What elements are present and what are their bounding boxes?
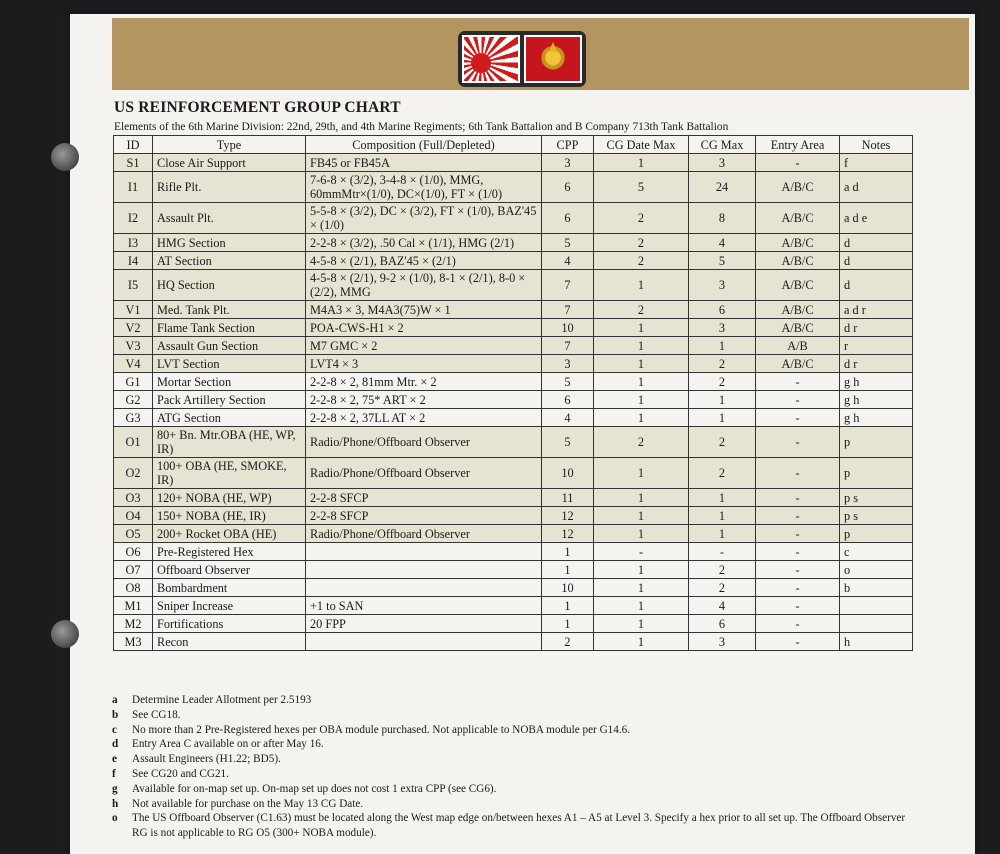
cell-cpp: 12 xyxy=(542,525,594,543)
cell-cpp: 5 xyxy=(542,234,594,252)
cell-date: 1 xyxy=(594,579,689,597)
cell-id: I2 xyxy=(114,203,153,234)
cell-id: O6 xyxy=(114,543,153,561)
cell-max: 2 xyxy=(689,458,756,489)
cell-id: O5 xyxy=(114,525,153,543)
cell-date: 1 xyxy=(594,355,689,373)
cell-type: Mortar Section xyxy=(153,373,306,391)
cell-date: 1 xyxy=(594,373,689,391)
cell-cpp: 7 xyxy=(542,301,594,319)
cell-cpp: 6 xyxy=(542,203,594,234)
cell-max: 1 xyxy=(689,525,756,543)
cell-comp: M7 GMC × 2 xyxy=(306,337,542,355)
cell-comp: 2-2-8 × 2, 75* ART × 2 xyxy=(306,391,542,409)
rising-sun-flag-icon xyxy=(462,35,520,83)
cell-cpp: 4 xyxy=(542,252,594,270)
cell-date: 1 xyxy=(594,597,689,615)
cell-date: 1 xyxy=(594,337,689,355)
cell-entry: - xyxy=(756,615,840,633)
cell-comp: 2-2-8 SFCP xyxy=(306,507,542,525)
cell-cpp: 12 xyxy=(542,507,594,525)
binder-hole-bottom xyxy=(51,620,79,648)
cell-entry: - xyxy=(756,154,840,172)
column-header: Type xyxy=(153,136,306,154)
cell-type: Flame Tank Section xyxy=(153,319,306,337)
cell-cpp: 5 xyxy=(542,427,594,458)
cell-entry: - xyxy=(756,525,840,543)
footnote xyxy=(112,767,922,782)
scenario-logo xyxy=(458,31,586,87)
cell-notes xyxy=(840,615,913,633)
cell-id: I4 xyxy=(114,252,153,270)
footnote xyxy=(112,708,922,723)
column-header: CG Date Max xyxy=(594,136,689,154)
cell-cpp: 6 xyxy=(542,172,594,203)
cell-type: ATG Section xyxy=(153,409,306,427)
cell-entry: A/B/C xyxy=(756,355,840,373)
cell-id: V2 xyxy=(114,319,153,337)
cell-cpp: 1 xyxy=(542,597,594,615)
cell-date: 1 xyxy=(594,391,689,409)
cell-entry: A/B xyxy=(756,337,840,355)
cell-type: HQ Section xyxy=(153,270,306,301)
reinforcement-table xyxy=(113,135,913,651)
cell-notes: d r xyxy=(840,319,913,337)
table-row xyxy=(114,154,913,172)
cell-entry: - xyxy=(756,507,840,525)
cell-type: Pre-Registered Hex xyxy=(153,543,306,561)
cell-comp: 2-2-8 SFCP xyxy=(306,489,542,507)
cell-max: - xyxy=(689,543,756,561)
cell-notes: g h xyxy=(840,373,913,391)
cell-id: G1 xyxy=(114,373,153,391)
cell-entry: - xyxy=(756,543,840,561)
cell-max: 1 xyxy=(689,409,756,427)
cell-type: LVT Section xyxy=(153,355,306,373)
cell-comp: FB45 or FB45A xyxy=(306,154,542,172)
chart-title: US REINFORCEMENT GROUP CHART xyxy=(114,99,401,116)
cell-max: 2 xyxy=(689,579,756,597)
cell-date: - xyxy=(594,543,689,561)
cell-type: Pack Artillery Section xyxy=(153,391,306,409)
cell-id: O1 xyxy=(114,427,153,458)
cell-cpp: 10 xyxy=(542,319,594,337)
cell-type: Offboard Observer xyxy=(153,561,306,579)
cell-comp: 4-5-8 × (2/1), BAZ'45 × (2/1) xyxy=(306,252,542,270)
cell-max: 4 xyxy=(689,597,756,615)
table-row xyxy=(114,597,913,615)
cell-id: I3 xyxy=(114,234,153,252)
cell-date: 1 xyxy=(594,525,689,543)
cell-notes: f xyxy=(840,154,913,172)
column-header: CPP xyxy=(542,136,594,154)
table-row xyxy=(114,579,913,597)
column-header: Notes xyxy=(840,136,913,154)
cell-date: 1 xyxy=(594,154,689,172)
cell-entry: A/B/C xyxy=(756,319,840,337)
cell-entry: - xyxy=(756,597,840,615)
cell-notes: g h xyxy=(840,391,913,409)
cell-id: G2 xyxy=(114,391,153,409)
footnote-text: Assault Engineers (H1.22; BD5). xyxy=(132,753,281,766)
table-row xyxy=(114,633,913,651)
footnote-key: a xyxy=(112,694,118,706)
cell-comp xyxy=(306,561,542,579)
cell-type: 150+ NOBA (HE, IR) xyxy=(153,507,306,525)
column-header: ID xyxy=(114,136,153,154)
cell-id: I1 xyxy=(114,172,153,203)
cell-id: V3 xyxy=(114,337,153,355)
cell-notes: b xyxy=(840,579,913,597)
footnote xyxy=(112,723,922,738)
cell-cpp: 10 xyxy=(542,458,594,489)
cell-max: 1 xyxy=(689,489,756,507)
footnote-key: d xyxy=(112,738,119,751)
binder-hole-top xyxy=(51,143,79,171)
cell-type: Fortifications xyxy=(153,615,306,633)
cell-type: Recon xyxy=(153,633,306,651)
cell-notes: a d xyxy=(840,172,913,203)
cell-type: Med. Tank Plt. xyxy=(153,301,306,319)
cell-max: 1 xyxy=(689,337,756,355)
cell-id: I5 xyxy=(114,270,153,301)
cell-entry: A/B/C xyxy=(756,301,840,319)
cell-max: 6 xyxy=(689,615,756,633)
cell-id: G3 xyxy=(114,409,153,427)
footnote-key: b xyxy=(112,708,119,721)
footnote xyxy=(112,782,922,797)
footnote-key: g xyxy=(112,782,118,795)
table-row xyxy=(114,525,913,543)
footnote-text: Not available for purchase on the May 13 CG Date. xyxy=(132,797,364,810)
cell-max: 2 xyxy=(689,355,756,373)
table-row xyxy=(114,507,913,525)
cell-max: 1 xyxy=(689,507,756,525)
usmc-emblem-icon xyxy=(524,35,582,83)
table-row xyxy=(114,319,913,337)
footnote xyxy=(112,797,922,812)
cell-id: M2 xyxy=(114,615,153,633)
table-row xyxy=(114,337,913,355)
cell-comp: 2-2-8 × 2, 81mm Mtr. × 2 xyxy=(306,373,542,391)
cell-date: 1 xyxy=(594,615,689,633)
footnote-key: h xyxy=(112,797,119,810)
cell-cpp: 10 xyxy=(542,579,594,597)
cell-entry: - xyxy=(756,633,840,651)
cell-entry: A/B/C xyxy=(756,234,840,252)
cell-date: 1 xyxy=(594,561,689,579)
cell-id: V4 xyxy=(114,355,153,373)
footnote xyxy=(112,737,922,752)
cell-notes: c xyxy=(840,543,913,561)
cell-max: 2 xyxy=(689,373,756,391)
footnote xyxy=(112,811,922,841)
cell-notes: o xyxy=(840,561,913,579)
cell-notes: d xyxy=(840,270,913,301)
cell-type: HMG Section xyxy=(153,234,306,252)
cell-comp: LVT4 × 3 xyxy=(306,355,542,373)
table-row xyxy=(114,615,913,633)
cell-id: O7 xyxy=(114,561,153,579)
cell-notes: p xyxy=(840,525,913,543)
cell-date: 1 xyxy=(594,633,689,651)
footnote-text: The US Offboard Observer (C1.63) must be located along the West map edge on/between hexes A1 – A5 at Level 3. Specify a hex prior to all set up. The Offboard Observer RG is not applicable to RG O5 (300+ NOBA module). xyxy=(132,812,906,840)
cell-max: 3 xyxy=(689,633,756,651)
cell-type: AT Section xyxy=(153,252,306,270)
cell-notes: p s xyxy=(840,507,913,525)
cell-cpp: 2 xyxy=(542,633,594,651)
cell-type: Assault Plt. xyxy=(153,203,306,234)
cell-notes: d r xyxy=(840,355,913,373)
table-row xyxy=(114,234,913,252)
column-header: Composition (Full/Depleted) xyxy=(306,136,542,154)
cell-comp: 7-6-8 × (3/2), 3-4-8 × (1/0), MMG, 60mmMtr×(1/0), DC×(1/0), FT × (1/0) xyxy=(306,172,542,203)
cell-max: 4 xyxy=(689,234,756,252)
cell-id: O2 xyxy=(114,458,153,489)
footnote xyxy=(112,752,922,767)
cell-date: 5 xyxy=(594,172,689,203)
cell-id: O8 xyxy=(114,579,153,597)
footnotes xyxy=(112,693,922,841)
cell-date: 2 xyxy=(594,252,689,270)
cell-max: 3 xyxy=(689,270,756,301)
cell-comp: M4A3 × 3, M4A3(75)W × 1 xyxy=(306,301,542,319)
cell-comp: 20 FPP xyxy=(306,615,542,633)
table-row xyxy=(114,391,913,409)
cell-entry: - xyxy=(756,409,840,427)
table-row xyxy=(114,373,913,391)
footnote-text: See CG18. xyxy=(132,708,181,721)
cell-notes: d xyxy=(840,252,913,270)
cell-notes: a d r xyxy=(840,301,913,319)
cell-type: Bombardment xyxy=(153,579,306,597)
cell-date: 1 xyxy=(594,319,689,337)
cell-type: Close Air Support xyxy=(153,154,306,172)
footnote-text: Determine Leader Allotment per 2.5193 xyxy=(132,694,312,706)
cell-cpp: 7 xyxy=(542,337,594,355)
cell-id: S1 xyxy=(114,154,153,172)
footnote-key: c xyxy=(112,723,117,736)
table-row xyxy=(114,561,913,579)
table-row xyxy=(114,427,913,458)
cell-entry: - xyxy=(756,373,840,391)
cell-type: 80+ Bn. Mtr.OBA (HE, WP, IR) xyxy=(153,427,306,458)
cell-notes: p s xyxy=(840,489,913,507)
cell-max: 8 xyxy=(689,203,756,234)
table-row xyxy=(114,252,913,270)
cell-id: M3 xyxy=(114,633,153,651)
footnote-text: See CG20 and CG21. xyxy=(132,767,229,780)
footnote-text: Entry Area C available on or after May 16. xyxy=(132,738,324,751)
cell-type: Assault Gun Section xyxy=(153,337,306,355)
cell-entry: - xyxy=(756,391,840,409)
cell-max: 24 xyxy=(689,172,756,203)
cell-comp xyxy=(306,633,542,651)
cell-entry: A/B/C xyxy=(756,252,840,270)
cell-date: 2 xyxy=(594,234,689,252)
cell-comp: Radio/Phone/Offboard Observer xyxy=(306,427,542,458)
cell-entry: - xyxy=(756,579,840,597)
table-row xyxy=(114,489,913,507)
table-header-row xyxy=(114,136,913,154)
table-row xyxy=(114,458,913,489)
cell-date: 2 xyxy=(594,203,689,234)
table-row xyxy=(114,172,913,203)
cell-max: 2 xyxy=(689,427,756,458)
chart-subtitle: Elements of the 6th Marine Division: 22nd, 29th, and 4th Marine Regiments; 6th Tank Battalion and B Company 713th Tank Battalion xyxy=(114,121,729,133)
cell-date: 1 xyxy=(594,458,689,489)
cell-notes: d xyxy=(840,234,913,252)
cell-comp: Radio/Phone/Offboard Observer xyxy=(306,458,542,489)
cell-max: 5 xyxy=(689,252,756,270)
cell-id: O3 xyxy=(114,489,153,507)
cell-type: 100+ OBA (HE, SMOKE, IR) xyxy=(153,458,306,489)
cell-notes: p xyxy=(840,427,913,458)
column-header: CG Max xyxy=(689,136,756,154)
cell-cpp: 1 xyxy=(542,615,594,633)
cell-entry: A/B/C xyxy=(756,172,840,203)
cell-cpp: 11 xyxy=(542,489,594,507)
cell-type: Sniper Increase xyxy=(153,597,306,615)
cell-max: 3 xyxy=(689,154,756,172)
cell-comp: +1 to SAN xyxy=(306,597,542,615)
table-row xyxy=(114,409,913,427)
cell-date: 2 xyxy=(594,301,689,319)
cell-notes: h xyxy=(840,633,913,651)
cell-max: 1 xyxy=(689,391,756,409)
footnote-key: o xyxy=(112,812,118,825)
cell-cpp: 4 xyxy=(542,409,594,427)
table-row xyxy=(114,355,913,373)
cell-notes xyxy=(840,597,913,615)
cell-entry: - xyxy=(756,489,840,507)
cell-comp xyxy=(306,579,542,597)
cell-entry: - xyxy=(756,561,840,579)
cell-type: 200+ Rocket OBA (HE) xyxy=(153,525,306,543)
cell-entry: A/B/C xyxy=(756,270,840,301)
cell-comp: 2-2-8 × 2, 37LL AT × 2 xyxy=(306,409,542,427)
cell-max: 6 xyxy=(689,301,756,319)
table-row xyxy=(114,543,913,561)
cell-cpp: 1 xyxy=(542,543,594,561)
cell-max: 3 xyxy=(689,319,756,337)
column-header: Entry Area xyxy=(756,136,840,154)
cell-cpp: 3 xyxy=(542,355,594,373)
cell-cpp: 6 xyxy=(542,391,594,409)
cell-entry: A/B/C xyxy=(756,203,840,234)
cell-id: M1 xyxy=(114,597,153,615)
footnote-key: f xyxy=(112,767,116,780)
cell-cpp: 7 xyxy=(542,270,594,301)
cell-type: 120+ NOBA (HE, WP) xyxy=(153,489,306,507)
cell-comp: 4-5-8 × (2/1), 9-2 × (1/0), 8-1 × (2/1), 8-0 × (2/2), MMG xyxy=(306,270,542,301)
cell-entry: - xyxy=(756,458,840,489)
cell-date: 1 xyxy=(594,409,689,427)
table-row xyxy=(114,301,913,319)
footnote xyxy=(112,693,922,708)
cell-date: 1 xyxy=(594,270,689,301)
cell-notes: r xyxy=(840,337,913,355)
footnote-text: No more than 2 Pre-Registered hexes per OBA module purchased. Not applicable to NOBA module per G14.6. xyxy=(132,723,631,736)
cell-comp xyxy=(306,543,542,561)
cell-type: Rifle Plt. xyxy=(153,172,306,203)
cell-cpp: 5 xyxy=(542,373,594,391)
cell-cpp: 3 xyxy=(542,154,594,172)
cell-id: O4 xyxy=(114,507,153,525)
table-row xyxy=(114,203,913,234)
cell-cpp: 1 xyxy=(542,561,594,579)
footnote-text: Available for on-map set up. On-map set up does not cost 1 extra CPP (see CG6). xyxy=(132,782,497,795)
cell-comp: Radio/Phone/Offboard Observer xyxy=(306,525,542,543)
cell-date: 2 xyxy=(594,427,689,458)
footnote-key: e xyxy=(112,753,117,766)
cell-id: V1 xyxy=(114,301,153,319)
cell-notes: g h xyxy=(840,409,913,427)
cell-notes: p xyxy=(840,458,913,489)
table-row xyxy=(114,270,913,301)
cell-date: 1 xyxy=(594,489,689,507)
cell-comp: POA-CWS-H1 × 2 xyxy=(306,319,542,337)
cell-entry: - xyxy=(756,427,840,458)
cell-max: 2 xyxy=(689,561,756,579)
cell-comp: 5-5-8 × (3/2), DC × (3/2), FT × (1/0), BAZ'45 × (1/0) xyxy=(306,203,542,234)
cell-notes: a d e xyxy=(840,203,913,234)
cell-comp: 2-2-8 × (3/2), .50 Cal × (1/1), HMG (2/1) xyxy=(306,234,542,252)
cell-date: 1 xyxy=(594,507,689,525)
